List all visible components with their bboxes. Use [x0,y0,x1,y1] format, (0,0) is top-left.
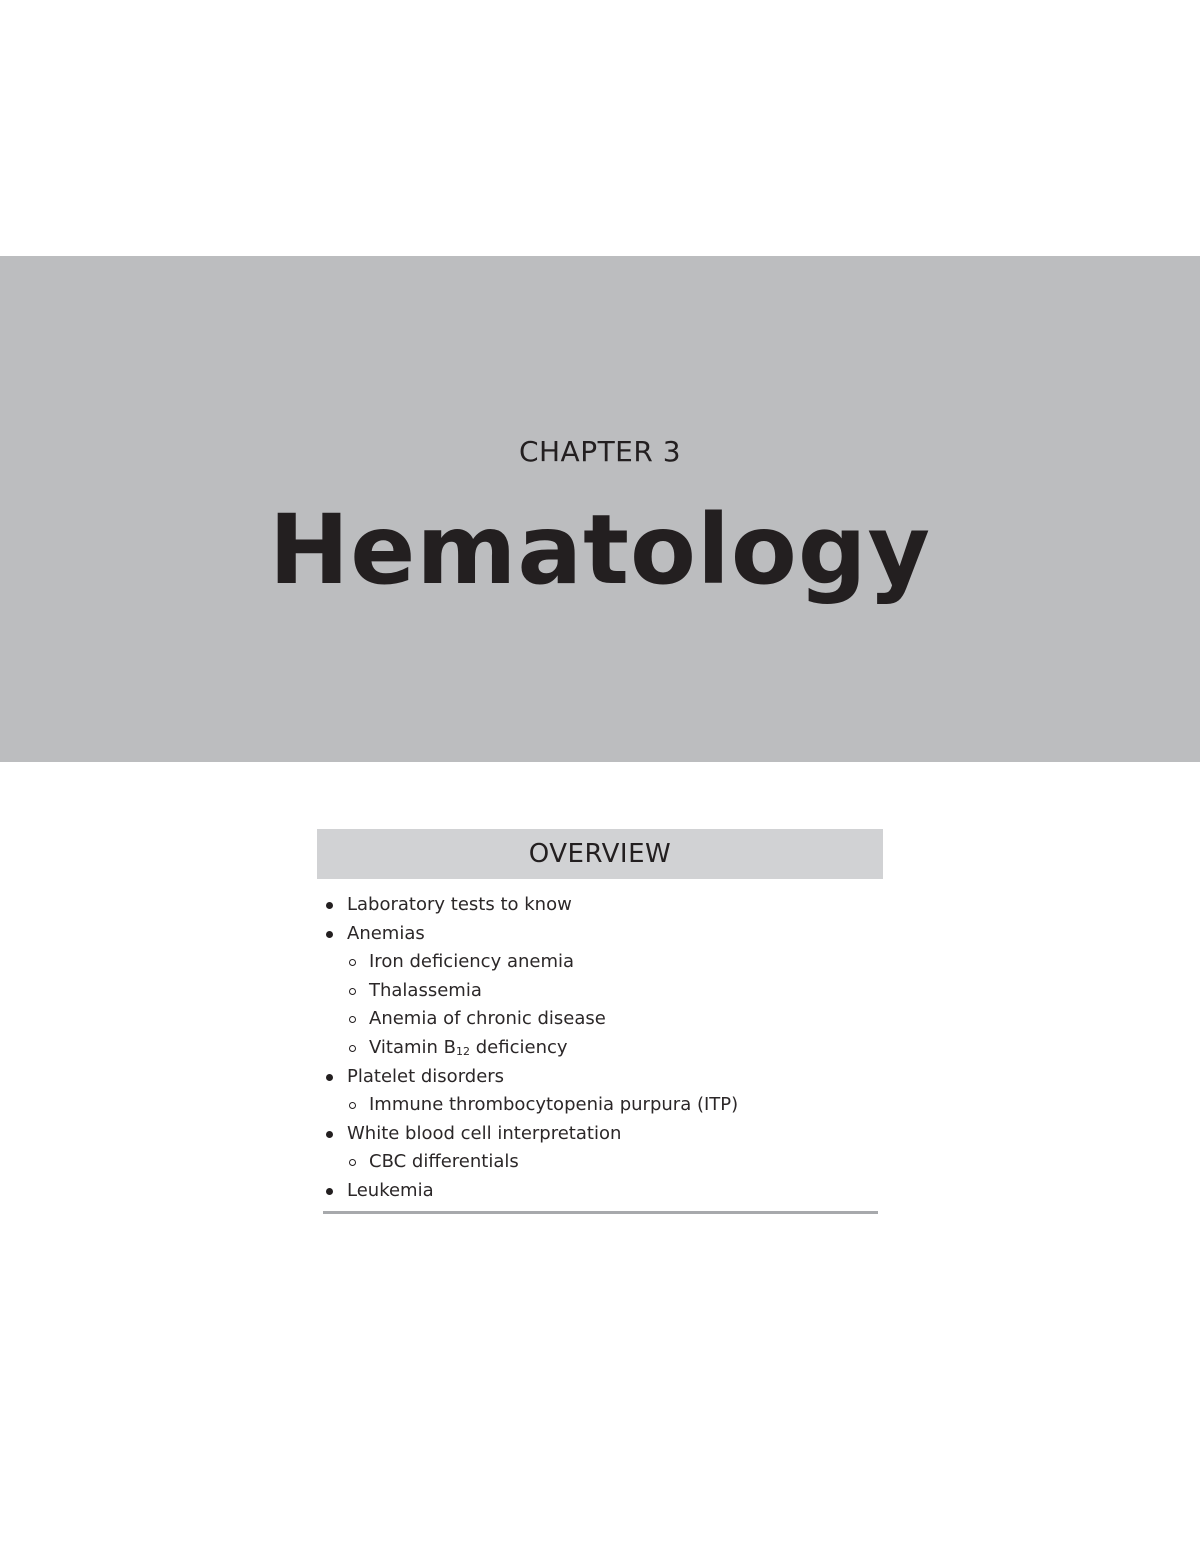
overview-heading: OVERVIEW [317,829,883,879]
sub-list-item [317,1034,883,1063]
bullet-circle-icon [349,1016,356,1023]
list-item-text: CBC differentials [369,1151,519,1173]
list-item-text: Platelet disorders [347,1065,505,1087]
overview-list [317,879,883,1206]
bullet-dot-icon [326,902,333,909]
list-item-text: Iron deficiency anemia [369,951,575,973]
bullet-circle-icon [349,1159,356,1166]
list-item-text-prefix: Vitamin B [369,1036,457,1058]
bullet-dot-icon [326,1188,333,1195]
sub-list-item [317,977,883,1006]
list-item-text: Thalassemia [369,979,482,1001]
list-item-text-suffix: deficiency [470,1036,568,1058]
list-item-text: Anemias [347,922,425,944]
sub-list-item [317,1091,883,1120]
chapter-banner [0,256,1200,762]
list-item-text: White blood cell interpretation [347,1122,622,1144]
list-item-text: Leukemia [347,1179,434,1201]
sub-list-item [317,948,883,977]
sub-list-item [317,1148,883,1177]
overview-box [317,829,883,1206]
list-item-text: Laboratory tests to know [347,894,572,915]
list-item-text: Immune thrombocytopenia purpura (ITP) [369,1094,739,1116]
chapter-title: Hematology [268,494,932,606]
bullet-dot-icon [326,931,333,938]
bullet-dot-icon [326,1131,333,1138]
list-item [317,891,883,920]
list-item [317,1120,883,1149]
list-item [317,920,883,949]
list-item-text: Anemia of chronic disease [369,1008,606,1030]
bullet-circle-icon [349,988,356,995]
bullet-circle-icon [349,959,356,966]
bullet-circle-icon [349,1102,356,1109]
list-item-subscript: 12 [456,1044,471,1058]
overview-bottom-rule [323,1211,878,1214]
sub-list-item [317,1005,883,1034]
chapter-label: CHAPTER 3 [518,435,682,468]
list-item [317,1177,883,1206]
list-item [317,1063,883,1092]
bullet-dot-icon [326,1074,333,1081]
bullet-circle-icon [349,1045,356,1052]
